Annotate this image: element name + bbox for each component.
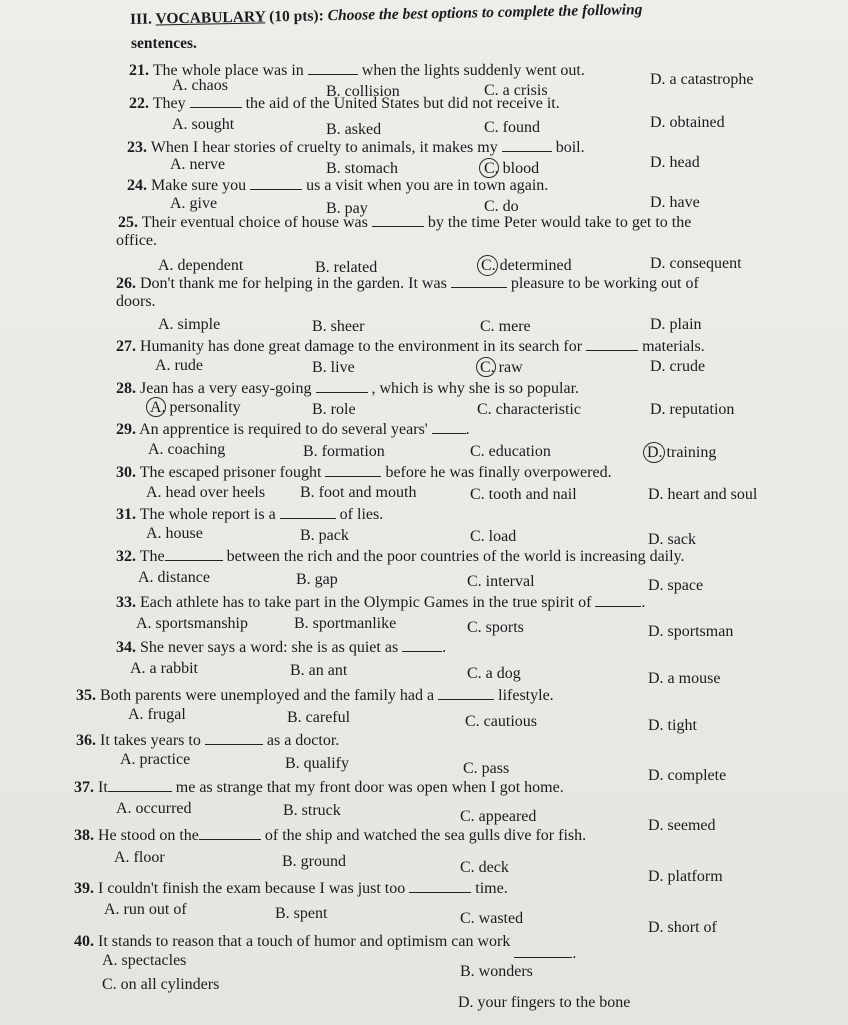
option-b: B. pack	[300, 527, 349, 544]
question-stem: I couldn't finish the exam because I was just too	[98, 880, 406, 897]
option-a: A. occurred	[116, 800, 192, 817]
option-c: C. on all cylinders	[102, 976, 220, 993]
question-stem: Make sure you	[151, 177, 247, 194]
question-stem-line2: office.	[116, 232, 158, 249]
option-c: C. education	[470, 443, 551, 460]
option-a: A. distance	[138, 569, 210, 586]
question-38	[74, 825, 586, 845]
answer-blank	[595, 592, 641, 607]
option-b: B. sportmanlike	[294, 615, 397, 632]
question-stem: It	[98, 779, 108, 796]
answer-blank	[108, 777, 172, 792]
question-number: 40.	[74, 933, 94, 950]
question-33	[116, 592, 645, 612]
question-stem: It stands to reason that a touch of humor and optimism can work	[98, 933, 511, 950]
question-stem: The whole place was in	[152, 62, 304, 79]
option-a: A. coaching	[148, 441, 226, 458]
answer-blank	[280, 504, 336, 519]
question-29	[116, 419, 470, 439]
option-d: D. head	[650, 154, 700, 171]
question-number: 33.	[116, 594, 136, 611]
option-b: B. gap	[296, 571, 338, 588]
option-d: D. heart and soul	[648, 486, 758, 503]
option-b: B. formation	[303, 443, 385, 460]
option-b: B. qualify	[285, 755, 349, 772]
answer-circle	[643, 442, 665, 463]
question-number: 29.	[116, 421, 136, 438]
option-d: D. reputation	[650, 401, 735, 418]
answer-blank	[586, 336, 638, 351]
option-a: A. sought	[172, 116, 235, 133]
option-c: C. tooth and nail	[470, 486, 577, 503]
question-number: 35.	[76, 687, 96, 704]
question-stem: Jean has a very easy-going	[140, 380, 312, 397]
option-d: D. training	[647, 444, 717, 461]
question-22	[129, 93, 560, 113]
question-stem: An apprentice is required to do several years'	[139, 421, 428, 438]
question-number: 25.	[118, 214, 138, 231]
answer-blank	[372, 212, 424, 227]
option-b: B. an ant	[290, 662, 348, 679]
option-d: D. a mouse	[648, 670, 721, 687]
answer-blank	[325, 462, 381, 477]
answer-blank	[205, 730, 263, 745]
answer-blank	[432, 419, 466, 434]
option-d: D. your fingers to the bone	[458, 994, 631, 1011]
option-d: D. have	[650, 194, 700, 211]
option-d: D. sportsman	[648, 623, 734, 640]
question-number: 23.	[127, 139, 147, 156]
option-c: C. do	[484, 198, 519, 215]
option-c: C. interval	[467, 573, 535, 590]
question-stem: The	[139, 548, 165, 565]
question-number: 31.	[116, 506, 136, 523]
answer-blank	[451, 273, 507, 288]
question-number: 38.	[74, 827, 94, 844]
question-stem-end: .	[465, 421, 470, 438]
option-c: C. wasted	[460, 910, 524, 927]
option-b: B. pay	[326, 200, 368, 217]
option-b: B. live	[312, 359, 355, 376]
option-c: C. determined	[481, 257, 572, 274]
option-b: B. stomach	[326, 160, 398, 177]
option-a: A. chaos	[172, 77, 228, 94]
question-30	[116, 462, 612, 482]
question-39	[74, 878, 508, 898]
option-a: A. floor	[114, 849, 165, 866]
question-number: 36.	[76, 732, 96, 749]
option-d: D. obtained	[650, 114, 725, 131]
question-35	[76, 685, 554, 705]
question-stem-end: before he was finally overpowered.	[385, 464, 612, 481]
question-31	[116, 504, 383, 524]
question-stem: He stood on the	[98, 827, 199, 844]
question-stem: Humanity has done great damage to the environment in its search for	[140, 338, 583, 355]
option-a: A. house	[146, 525, 203, 542]
question-number: 24.	[127, 177, 147, 194]
question-stem-end: materials.	[642, 338, 705, 355]
option-a: A. dependent	[158, 257, 244, 274]
question-34	[116, 637, 446, 657]
question-stem-end: by the time Peter would take to get to the	[427, 214, 692, 231]
question-stem-line2: doors.	[116, 293, 156, 310]
question-number: 30.	[116, 464, 136, 481]
question-number: 22.	[129, 95, 149, 112]
question-stem: It takes years to	[100, 732, 201, 749]
option-c: C. deck	[460, 859, 509, 876]
answer-blank	[199, 825, 261, 840]
question-stem-end: as a doctor.	[266, 732, 340, 749]
option-d: D. sack	[648, 531, 696, 548]
option-b: B. sheer	[312, 318, 365, 335]
option-b: B. collision	[326, 83, 400, 100]
answer-blank	[402, 637, 442, 652]
question-27	[116, 336, 705, 356]
option-d: D. space	[648, 577, 704, 594]
answer-circle	[146, 397, 166, 417]
question-37	[74, 777, 564, 797]
option-c: C. sports	[467, 619, 524, 636]
question-number: 39.	[74, 880, 94, 897]
option-a: A. sportsmanship	[136, 615, 248, 632]
question-stem-end: us a visit when you are in town again.	[306, 177, 549, 194]
question-number: 26.	[116, 275, 136, 292]
option-b: B. spent	[275, 905, 328, 922]
option-a: A. frugal	[128, 706, 186, 723]
option-b: B. foot and mouth	[300, 484, 417, 501]
question-number: 28.	[116, 380, 136, 397]
question-stem-end: .	[572, 945, 577, 962]
question-stem-end: between the rich and the poor countries of the world is increasing daily.	[226, 548, 685, 565]
option-d: D. tight	[648, 717, 697, 734]
option-d: D. platform	[648, 868, 723, 885]
option-b: B. careful	[287, 709, 351, 726]
option-d: D. consequent	[650, 255, 742, 272]
question-32	[116, 546, 685, 566]
section-instruction-cont: sentences.	[131, 35, 197, 52]
question-stem: She never says a word: she is as quiet as	[140, 639, 399, 656]
question-stem: Their eventual choice of house was	[141, 214, 368, 231]
option-c: C. appeared	[460, 808, 537, 825]
answer-blank	[190, 93, 242, 108]
question-stem: They	[152, 95, 186, 112]
section-points: (10 pts):	[268, 7, 324, 26]
option-a: A. rude	[155, 357, 203, 374]
question-stem-end: of lies.	[339, 506, 384, 523]
option-c: C. raw	[480, 359, 523, 376]
option-b: B. related	[315, 259, 378, 276]
question-36	[76, 730, 339, 750]
answer-blank	[502, 137, 552, 152]
answer-blank	[514, 943, 572, 958]
option-c: C. found	[484, 119, 540, 136]
option-a: A. a rabbit	[130, 660, 198, 677]
option-c: C. characteristic	[477, 401, 581, 418]
option-a: A. personality	[150, 399, 241, 416]
option-d: D. seemed	[648, 817, 716, 834]
option-d: D. complete	[648, 767, 727, 784]
question-number: 21.	[129, 62, 149, 79]
option-c: C. mere	[480, 318, 531, 335]
question-stem-end: boil.	[555, 139, 585, 156]
section-title: VOCABULARY	[155, 8, 266, 28]
question-23	[127, 137, 585, 157]
option-b: B. role	[312, 401, 356, 418]
question-number: 37.	[74, 779, 94, 796]
option-c: C. pass	[463, 760, 510, 777]
option-a: A. simple	[158, 316, 221, 333]
question-stem-end: the aid of the United States but did not receive it.	[245, 95, 560, 112]
option-a: A. run out of	[104, 901, 187, 918]
question-stem-end: when the lights suddenly went out.	[361, 62, 585, 79]
answer-blank	[409, 878, 471, 893]
question-26	[116, 273, 699, 293]
answer-blank	[438, 685, 494, 700]
option-a: A. practice	[120, 751, 191, 768]
option-d: D. short of	[648, 919, 717, 936]
question-number: 27.	[116, 338, 136, 355]
option-a: A. give	[170, 195, 218, 212]
question-stem: The escaped prisoner fought	[139, 464, 322, 481]
question-stem-end: time.	[475, 880, 508, 897]
option-c: C. a dog	[467, 665, 521, 682]
option-b: B. asked	[326, 121, 382, 138]
option-b: B. wonders	[460, 963, 533, 980]
section-instruction: Choose the best options to complete the following	[327, 1, 643, 25]
option-b: B. struck	[283, 802, 341, 819]
option-a: A. head over heels	[146, 484, 266, 501]
question-stem: Both parents were unemployed and the family had a	[100, 687, 435, 704]
option-a: A. nerve	[170, 156, 226, 173]
option-d: D. crude	[650, 358, 706, 375]
question-stem-end: of the ship and watched the sea gulls dive for fish.	[264, 827, 587, 844]
question-stem: Each athlete has to take part in the Olympic Games in the true spirit of	[140, 594, 592, 611]
question-stem-end: pleasure to be working out of	[510, 275, 699, 292]
option-c: C. a crisis	[484, 82, 548, 99]
answer-blank	[316, 378, 368, 393]
option-a: A. spectacles	[102, 952, 187, 969]
question-25	[118, 212, 691, 232]
option-c: C. cautious	[465, 713, 537, 730]
question-stem-end: me as strange that my front door was open when I got home.	[175, 779, 564, 796]
answer-blank	[250, 175, 302, 190]
option-d: D. plain	[650, 316, 702, 333]
section-roman: III.	[129, 10, 153, 28]
option-c: C. blood	[484, 160, 540, 177]
question-stem: When I hear stories of cruelty to animals, it makes my	[150, 139, 498, 156]
option-b: B. ground	[282, 853, 346, 870]
answer-blank	[165, 546, 223, 561]
question-stem-end: lifestyle.	[498, 687, 554, 704]
question-number: 32.	[116, 548, 136, 565]
section-heading	[130, 0, 643, 29]
question-number: 34.	[116, 639, 136, 656]
option-c: C. load	[470, 528, 517, 545]
question-stem-end: , which is why she is so popular.	[371, 380, 580, 397]
option-d: D. a catastrophe	[650, 71, 754, 88]
question-stem-end: .	[442, 639, 447, 656]
question-28	[116, 378, 579, 398]
answer-circle	[476, 357, 496, 377]
question-stem: The whole report is a	[139, 506, 276, 523]
question-24	[127, 175, 548, 195]
question-stem: Don't thank me for helping in the garden. It was	[140, 275, 447, 292]
answer-blank	[308, 60, 358, 75]
question-stem-end: .	[641, 594, 646, 611]
